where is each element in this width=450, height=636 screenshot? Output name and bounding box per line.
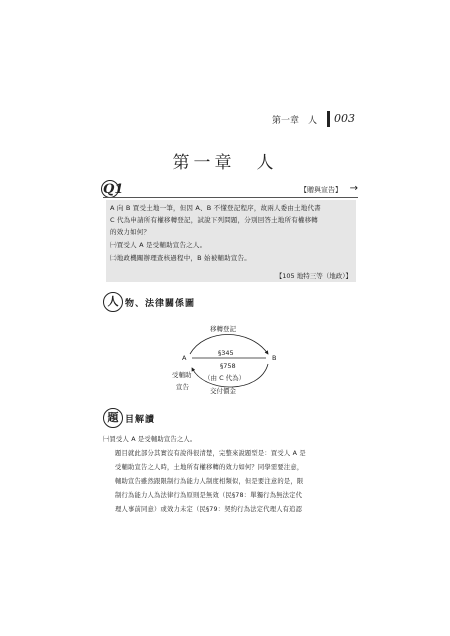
question-source: 【105 地特三等（地政）】 (275, 272, 352, 280)
commentary-line: 受輔助宣告之人時，土地所有權移轉的效力如何？同學需要注意， (115, 464, 304, 471)
question-rule (103, 197, 358, 198)
question-line: ㈠買受人 A 是受輔助宣告之人。 (110, 241, 207, 249)
commentary-line: 制行為能力人為法律行為原則是無效（民§78：單獨行為無法定代 (115, 492, 303, 499)
question-body (106, 200, 356, 282)
label-article-345: §345 (218, 349, 234, 357)
label-party-b: B (272, 354, 277, 362)
question-label: Q1 (103, 182, 124, 197)
section-badge: 人 (103, 292, 123, 312)
running-header-chapter: 第一章 人 (272, 116, 318, 126)
commentary-line: 理人事前同意）或效力未定（民§79：契約行為法定代理人有追認 (115, 506, 303, 513)
question-line: C 代為申請所有權移轉登記，試說下列問題，分別回答土地所有權移轉 (110, 216, 319, 224)
label-payment: 交付價金 (210, 387, 236, 395)
commentary-heading (103, 408, 223, 430)
question-line: A 向 B 買受土地一筆，但因 A、B 不懂登記程序，故兩人委由土地代書 (110, 204, 321, 212)
commentary-line: 題目就此部分其實沒有說得很清楚，完整來說題型是：買受人 A 是 (115, 450, 306, 457)
label-party-a: A (182, 354, 187, 362)
chapter-title: 第一章 人 (172, 153, 278, 173)
label-via-c: （由 C 代為） (204, 374, 246, 382)
commentary-line: 輔助宣告雖然跟限制行為能力人制度相類似，但是要注意的是，限 (115, 478, 304, 485)
arrow-right-icon: → (349, 183, 358, 194)
diagram-heading (103, 292, 243, 314)
relationship-diagram (160, 318, 300, 398)
page-number: 003 (334, 112, 355, 125)
running-header (272, 111, 362, 129)
commentary-body (103, 434, 363, 524)
question-tag: 【贈與宣告】 (300, 186, 342, 194)
section-title: 物、法律關係圖 (125, 299, 196, 309)
question-number: 1 (114, 182, 124, 197)
question-block (103, 182, 358, 282)
running-header-divider (327, 111, 330, 127)
label-declared: 宣告 (176, 383, 189, 391)
commentary-line: ㈠買受人 A 是受輔助宣告之人。 (103, 436, 197, 443)
label-transfer-registration: 移轉登記 (210, 325, 236, 333)
section-badge: 題 (103, 408, 123, 428)
section-title: 目解讀 (125, 415, 156, 425)
label-article-758: §758 (220, 362, 236, 370)
question-line: 的效力如何？ (110, 228, 151, 236)
label-assisted: 受輔助 (172, 371, 192, 379)
question-line: ㈡地政機關辦理查核過程中，B 始被輔助宣告。 (110, 254, 251, 262)
